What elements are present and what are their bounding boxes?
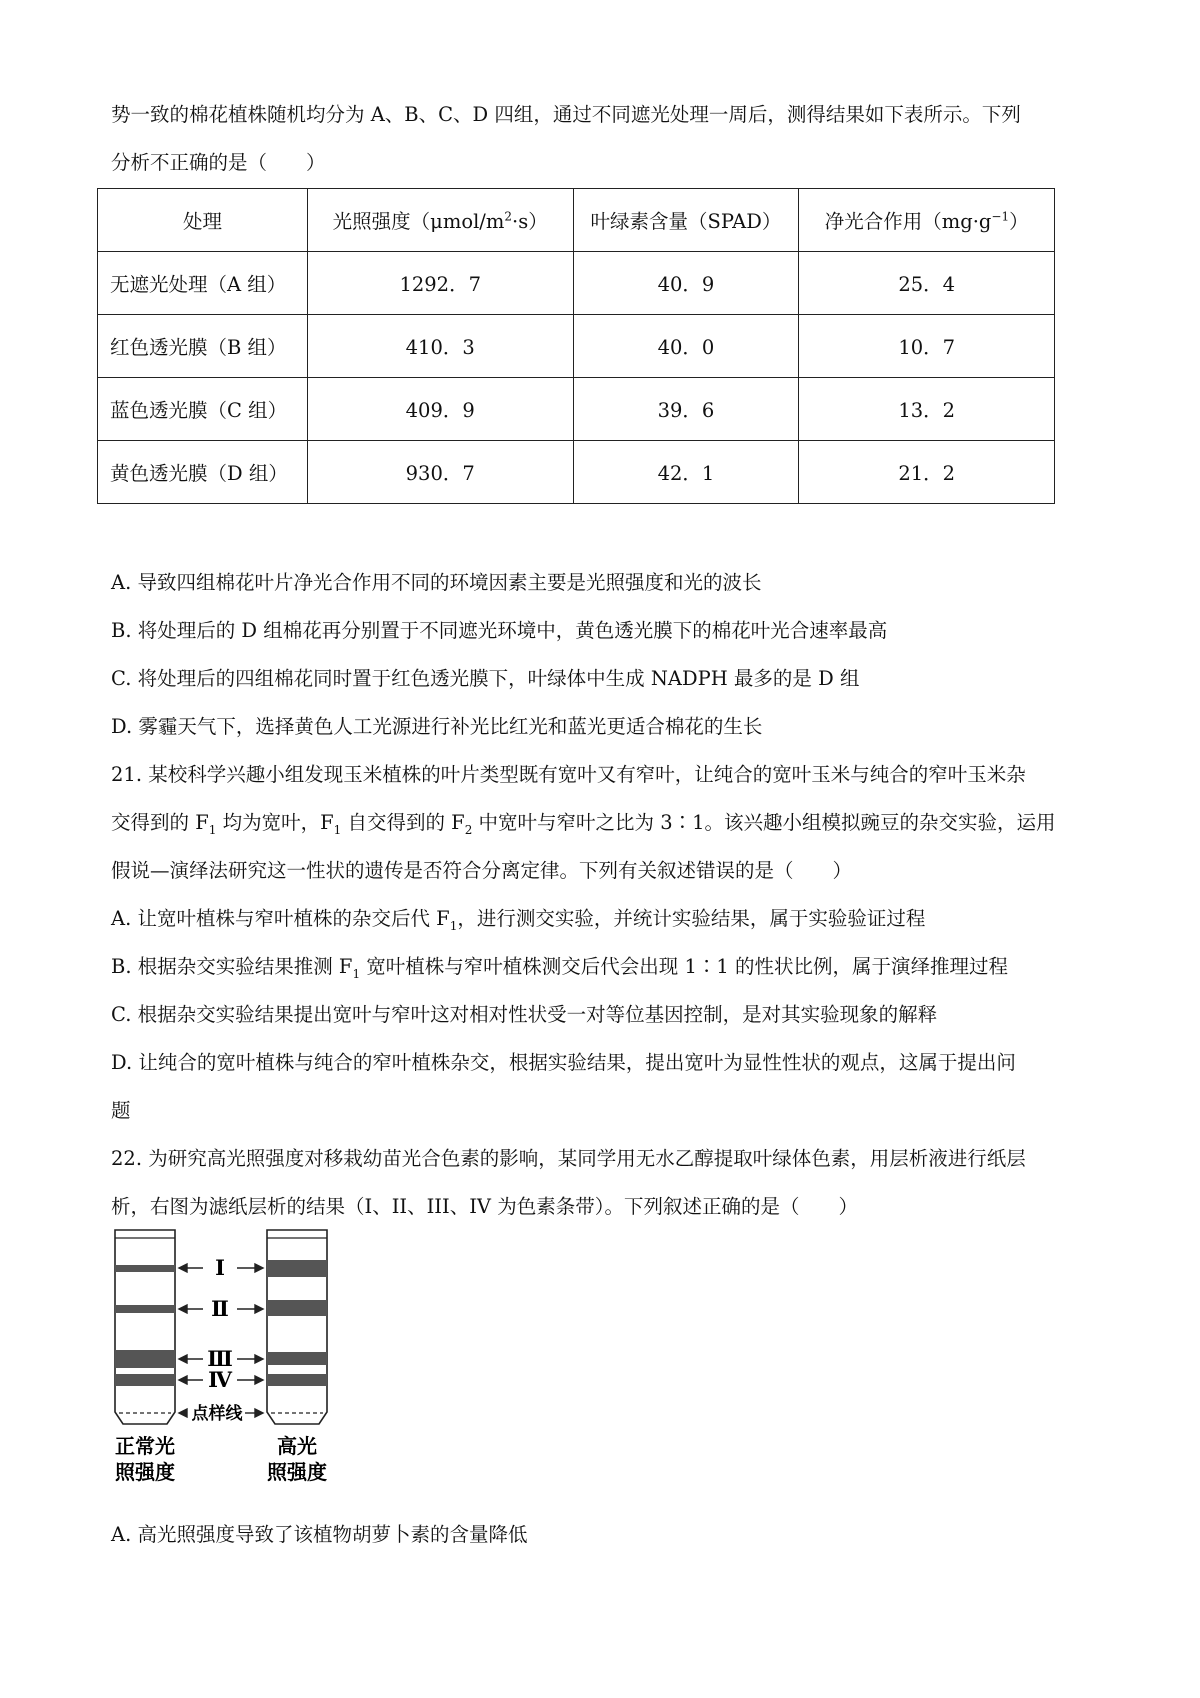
cell-photosynthesis: 10．7 (799, 315, 1055, 378)
header-light-intensity: 光照强度$(\mu mol/m^2\cdot s)$ (307, 189, 573, 252)
chromatography-diagram (105, 1222, 365, 1502)
header-treatment: 处理 (98, 189, 308, 252)
band (115, 1305, 175, 1313)
band-arrows (179, 1264, 263, 1417)
band-label-2: Ⅱ (211, 1296, 229, 1321)
normal-light-label-1: 正常光 (115, 1434, 175, 1458)
question-21-stem-line-1: 21. 某校科学兴趣小组发现玉米植株的叶片类型既有宽叶又有窄叶，让纯合的宽叶玉米与纯合的窄叶玉米杂 (111, 763, 1026, 786)
cell-light: 1292．7 (307, 252, 573, 315)
chromatography-figure (105, 1222, 365, 1502)
high-light-strip (267, 1230, 327, 1424)
table-row (98, 252, 1055, 315)
table-row (98, 378, 1055, 441)
cell-treatment: 黄色透光膜（D 组） (98, 441, 308, 504)
band (115, 1265, 175, 1272)
question-21-option-d-line-1: D. 让纯合的宽叶植株与纯合的窄叶植株杂交，根据实验结果，提出宽叶为显性性状的观点，这属于提出问 (111, 1051, 1016, 1074)
cell-treatment: 无遮光处理（A 组） (98, 252, 308, 315)
normal-light-strip (115, 1230, 175, 1424)
band (267, 1374, 327, 1386)
question-21-option-a: A. 让宽叶植株与窄叶植株的杂交后代 $F_1$，进行测交实验，并统计实验结果，属于实验验证过程 (111, 907, 926, 933)
question-22-stem-line-2: 析，右图为滤纸层析的结果（I、II、III、IV 为色素条带）。下列叙述正确的是（ ） (111, 1195, 858, 1218)
cell-photosynthesis: 21．2 (799, 441, 1055, 504)
question-21-option-d-line-2: 题 (111, 1099, 131, 1122)
cell-chlorophyll: 39．6 (573, 378, 799, 441)
cell-light: 930．7 (307, 441, 573, 504)
cell-treatment: 红色透光膜（B 组） (98, 315, 308, 378)
high-light-label-2: 照强度 (267, 1460, 327, 1484)
question-20-intro-line-1: 势一致的棉花植株随机均分为 A、B、C、D 四组，通过不同遮光处理一周后，测得结果如下表所示。下列 (111, 103, 1021, 126)
shading-results-table (97, 188, 1055, 504)
band-label-1: Ⅰ (215, 1255, 225, 1280)
band (267, 1300, 327, 1316)
cell-photosynthesis: 25．4 (799, 252, 1055, 315)
question-21-option-b: B. 根据杂交实验结果推测 $F_1$ 宽叶植株与窄叶植株测交后代会出现 1∶1 的性状比例，属于演绎推理过程 (111, 955, 1009, 981)
cell-chlorophyll: 42．1 (573, 441, 799, 504)
band (115, 1374, 175, 1386)
cell-light: 410．3 (307, 315, 573, 378)
question-21-stem-line-2: 交得到的 $F_1$ 均为宽叶，$F_1$ 自交得到的 $F_2$ 中宽叶与窄叶之比为 3∶1。该兴趣小组模拟豌豆的杂交实验，运用 (111, 811, 1056, 837)
cell-chlorophyll: 40．9 (573, 252, 799, 315)
band (267, 1352, 327, 1365)
band-label-4: Ⅳ (208, 1367, 232, 1392)
header-chlorophyll: 叶绿素含量（SPAD） (573, 189, 799, 252)
cell-chlorophyll: 40．0 (573, 315, 799, 378)
question-20-option-a: A. 导致四组棉花叶片净光合作用不同的环境因素主要是光照强度和光的波长 (111, 571, 762, 594)
band (267, 1260, 327, 1277)
question-20-option-c: C. 将处理后的四组棉花同时置于红色透光膜下，叶绿体中生成 NADPH 最多的是 D 组 (111, 667, 860, 690)
question-21-option-c: C. 根据杂交实验结果提出宽叶与窄叶这对相对性状受一对等位基因控制，是对其实验现象的解释 (111, 1003, 938, 1026)
question-20-option-b: B. 将处理后的 D 组棉花再分别置于不同遮光环境中，黄色透光膜下的棉花叶光合速率最高 (111, 619, 888, 642)
spot-line-label: 点样线 (191, 1404, 243, 1424)
cell-treatment: 蓝色透光膜（C 组） (98, 378, 308, 441)
question-21-stem-line-3: 假说—演绎法研究这一性状的遗传是否符合分离定律。下列有关叙述错误的是（ ） (111, 859, 853, 882)
table-row (98, 315, 1055, 378)
question-20-intro-line-2: 分析不正确的是（ ） (111, 151, 326, 174)
high-light-label-1: 高光 (277, 1434, 317, 1458)
question-20-option-d: D. 雾霾天气下，选择黄色人工光源进行补光比红光和蓝光更适合棉花的生长 (111, 715, 763, 738)
band-label-3: Ⅲ (207, 1346, 233, 1371)
table-row (98, 441, 1055, 504)
question-22-stem-line-1: 22. 为研究高光照强度对移栽幼苗光合色素的影响，某同学用无水乙醇提取叶绿体色素，用层析液进行纸层 (111, 1147, 1026, 1170)
table-header-row (98, 189, 1055, 252)
normal-light-label-2: 照强度 (115, 1460, 175, 1484)
cell-light: 409．9 (307, 378, 573, 441)
question-22-option-a: A. 高光照强度导致了该植物胡萝卜素的含量降低 (111, 1523, 528, 1546)
cell-photosynthesis: 13．2 (799, 378, 1055, 441)
header-net-photosynthesis: 净光合作用$(mg\cdot g^{-1})$ (799, 189, 1055, 252)
band (115, 1350, 175, 1368)
